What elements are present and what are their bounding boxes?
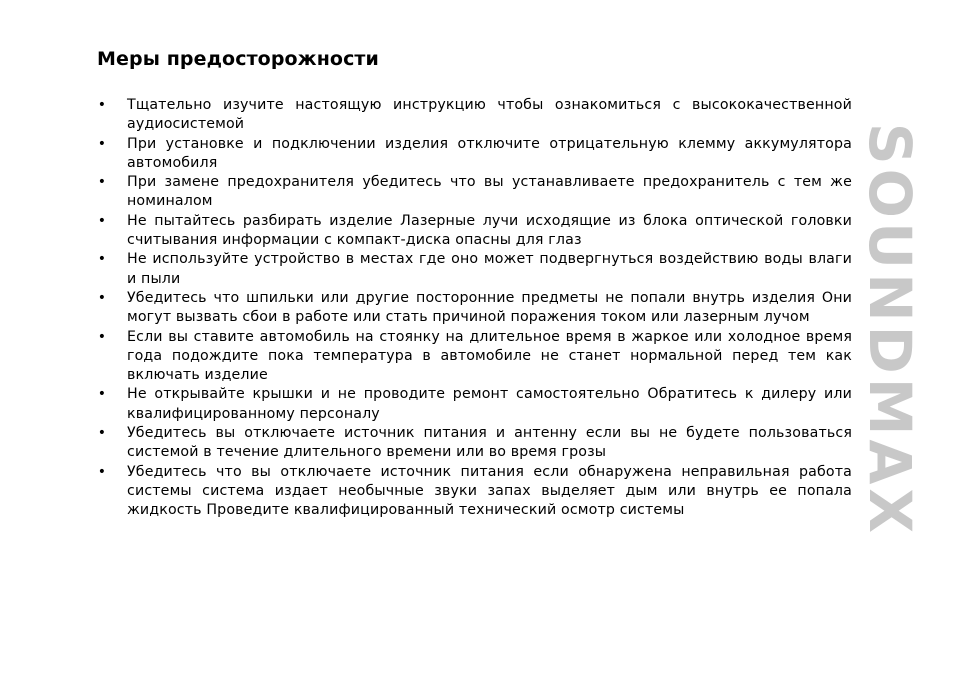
bullet-icon: • (97, 289, 107, 306)
brand-logo: SOUNDMAX (856, 122, 924, 538)
bullet-icon: • (97, 386, 107, 403)
list-item (96, 173, 852, 212)
list-item-text: Не открывайте крышки и не проводите ремонт самостоятельно Обратитесь к дилеру или квалифицированному персоналу (127, 386, 852, 422)
bullet-icon: • (97, 212, 107, 229)
list-item-text: При замене предохранителя убедитесь что вы устанавливаете предохранитель с тем же номиналом (127, 174, 852, 210)
list-item-text: Тщательно изучите настоящую инструкцию чтобы ознакомиться с высококачественной аудиосистемой (127, 97, 852, 133)
list-item (96, 135, 852, 174)
list-item (96, 385, 852, 424)
list-item-text: Если вы ставите автомобиль на стоянку на длительное время в жаркое или холодное время года подождите пока температура в автомобиле не станет нормальной перед тем как включать изделие (127, 328, 852, 384)
bullet-icon: • (97, 328, 107, 345)
list-item-text: Убедитесь что вы отключаете источник питания если обнаружена неправильная работа системы система издает необычные звуки запах выделяет дым или внутрь ее попала жидкость Проведите квалифицированный технический осмотр системы (127, 463, 852, 519)
list-item-text: Убедитесь что шпильки или другие посторонние предметы не попали внутрь изделия Они могут вызвать сбои в работе или стать причиной поражения током или лазерным лучом (127, 289, 852, 326)
bullet-icon: • (97, 463, 107, 480)
precautions-list (96, 96, 852, 521)
list-item (96, 96, 852, 135)
list-item-text: Не пытайтесь разбирать изделие Лазерные лучи исходящие из блока оптической головки считывания информации с компакт-диска опасны для глаз (127, 212, 852, 249)
list-item (96, 212, 852, 251)
list-item (96, 424, 852, 463)
list-item-text: При установке и подключении изделия отключите отрицательную клемму аккумулятора автомобиля (127, 135, 852, 171)
list-item (96, 250, 852, 289)
bullet-icon: • (97, 174, 107, 191)
list-item-text: Убедитесь вы отключаете источник питания и антенну если вы не будете пользоваться системой в течение длительного времени или во время грозы (127, 425, 852, 461)
page-title: Меры предосторожности (97, 48, 379, 70)
list-item (96, 328, 852, 386)
bullet-icon: • (97, 135, 107, 152)
list-item-text: Не используйте устройство в местах где оно может подвергнуться воздействию воды влаги и пыли (127, 251, 852, 287)
bullet-icon: • (97, 97, 107, 113)
list-item (96, 289, 852, 328)
bullet-icon: • (97, 251, 107, 268)
bullet-icon: • (97, 425, 107, 442)
list-item (96, 463, 852, 521)
brand-logo-area (855, 40, 925, 620)
